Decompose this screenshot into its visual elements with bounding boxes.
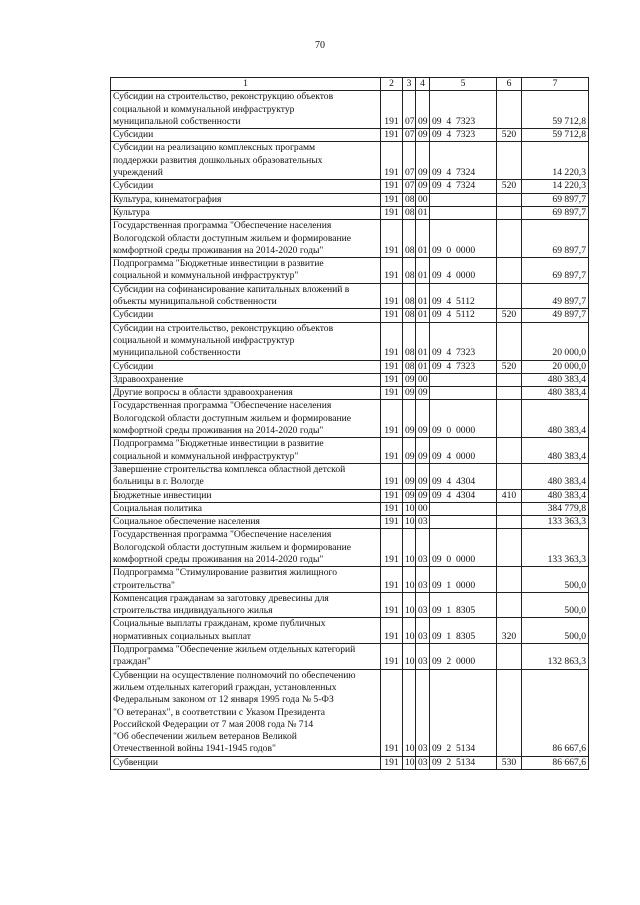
amount-cell: 86 667,6 [522, 756, 589, 769]
admin-code-cell: 191 [381, 373, 403, 386]
expense-type-cell [497, 502, 522, 515]
amount-cell: 384 779,8 [522, 502, 589, 515]
table-row [111, 529, 589, 567]
target-article-cell: 09 4 0000 [430, 258, 497, 284]
subsection-code-cell: 09 [416, 400, 430, 438]
admin-code-cell: 191 [381, 502, 403, 515]
admin-code-cell: 191 [381, 283, 403, 309]
section-code-cell: 10 [403, 529, 416, 567]
admin-code-cell: 191 [381, 669, 403, 756]
amount-cell: 59 712,8 [522, 91, 589, 129]
page-number: 70 [315, 40, 325, 51]
subsection-code-cell: 00 [416, 193, 430, 206]
row-name-cell: Бюджетные инвестиции [111, 489, 381, 502]
admin-code-cell: 191 [381, 756, 403, 769]
admin-code-cell: 191 [381, 129, 403, 142]
amount-cell: 69 897,7 [522, 193, 589, 206]
expense-type-cell [497, 283, 522, 309]
section-code-cell: 10 [403, 669, 416, 756]
target-article-cell: 09 4 7323 [430, 129, 497, 142]
admin-code-cell: 191 [381, 142, 403, 180]
table-row [111, 360, 589, 373]
amount-cell: 480 383,4 [522, 489, 589, 502]
target-article-cell: 09 0 0000 [430, 529, 497, 567]
expense-type-cell: 410 [497, 489, 522, 502]
expense-type-cell: 530 [497, 756, 522, 769]
row-name-cell: Субвенции [111, 756, 381, 769]
subsection-code-cell: 03 [416, 592, 430, 618]
row-name-cell: Государственная программа "Обеспечение населения Вологодской области доступным жильем и формирование комфортной среды проживания на 2014-2020 годы" [111, 529, 381, 567]
amount-cell: 480 383,4 [522, 438, 589, 464]
row-name-cell: Социальные выплаты гражданам, кроме публичных нормативных социальных выплат [111, 618, 381, 644]
budget-table [110, 77, 589, 770]
target-article-cell: 09 1 8305 [430, 592, 497, 618]
expense-type-cell [497, 516, 522, 529]
expense-type-cell [497, 400, 522, 438]
table-row [111, 644, 589, 670]
amount-cell: 480 383,4 [522, 463, 589, 489]
table-row [111, 283, 589, 309]
section-code-cell: 10 [403, 756, 416, 769]
admin-code-cell: 191 [381, 400, 403, 438]
row-name-cell: Компенсация гражданам за заготовку древесины для строительства индивидуального жилья [111, 592, 381, 618]
target-article-cell: 09 1 8305 [430, 618, 497, 644]
header-cell: 5 [430, 78, 497, 91]
amount-cell: 20 000,0 [522, 322, 589, 360]
row-name-cell: Субсидии на строительство, реконструкцию объектов социальной и коммунальной инфраструктур муниципальной собственности [111, 91, 381, 129]
subsection-code-cell: 00 [416, 373, 430, 386]
row-name-cell: Здравоохранение [111, 373, 381, 386]
expense-type-cell [497, 220, 522, 258]
section-code-cell: 10 [403, 644, 416, 670]
admin-code-cell: 191 [381, 387, 403, 400]
admin-code-cell: 191 [381, 644, 403, 670]
target-article-cell: 09 0 0000 [430, 400, 497, 438]
target-article-cell: 09 4 7323 [430, 91, 497, 129]
budget-table-body [111, 78, 589, 770]
section-code-cell: 10 [403, 567, 416, 593]
admin-code-cell: 191 [381, 438, 403, 464]
table-row [111, 309, 589, 322]
admin-code-cell: 191 [381, 91, 403, 129]
amount-cell: 59 712,8 [522, 129, 589, 142]
subsection-code-cell: 01 [416, 309, 430, 322]
table-row [111, 618, 589, 644]
row-name-cell: Подпрограмма "Стимулирование развития жилищного строительства" [111, 567, 381, 593]
subsection-code-cell: 09 [416, 129, 430, 142]
amount-cell: 132 863,3 [522, 644, 589, 670]
row-name-cell: Субвенции на осуществление полномочий по обеспечению жильем отдельных категорий граждан, установленных Федеральным законом от 12 января 1995 года № 5-ФЗ "О ветеранах", в соответствии с Указом Президента Российской Федерации от 7 мая 2008 года № 714 "Об обеспечении жильем ветеранов Великой Отечественной войны 1941-1945 годов" [111, 669, 381, 756]
section-code-cell: 07 [403, 129, 416, 142]
expense-type-cell [497, 322, 522, 360]
row-name-cell: Субсидии [111, 129, 381, 142]
row-name-cell: Культура [111, 206, 381, 219]
expense-type-cell [497, 206, 522, 219]
admin-code-cell: 191 [381, 193, 403, 206]
target-article-cell: 09 4 7324 [430, 142, 497, 180]
expense-type-cell [497, 592, 522, 618]
header-cell: 1 [111, 78, 381, 91]
admin-code-cell: 191 [381, 489, 403, 502]
table-row [111, 220, 589, 258]
section-code-cell: 08 [403, 360, 416, 373]
header-cell: 6 [497, 78, 522, 91]
expense-type-cell [497, 669, 522, 756]
admin-code-cell: 191 [381, 516, 403, 529]
table-row [111, 489, 589, 502]
amount-cell: 20 000,0 [522, 360, 589, 373]
admin-code-cell: 191 [381, 322, 403, 360]
expense-type-cell: 520 [497, 309, 522, 322]
subsection-code-cell: 01 [416, 258, 430, 284]
row-name-cell: Субсидии на реализацию комплексных программ поддержки развития дошкольных образовательных учреждений [111, 142, 381, 180]
section-code-cell: 08 [403, 220, 416, 258]
section-code-cell: 08 [403, 322, 416, 360]
table-row [111, 91, 589, 129]
header-cell: 3 [403, 78, 416, 91]
expense-type-cell [497, 373, 522, 386]
amount-cell: 500,0 [522, 567, 589, 593]
admin-code-cell: 191 [381, 592, 403, 618]
section-code-cell: 10 [403, 502, 416, 515]
amount-cell: 500,0 [522, 618, 589, 644]
row-name-cell: Субсидии [111, 180, 381, 193]
subsection-code-cell: 01 [416, 322, 430, 360]
amount-cell: 69 897,7 [522, 258, 589, 284]
section-code-cell: 07 [403, 91, 416, 129]
header-cell: 7 [522, 78, 589, 91]
expense-type-cell [497, 91, 522, 129]
amount-cell: 69 897,7 [522, 206, 589, 219]
row-name-cell: Культура, кинематография [111, 193, 381, 206]
section-code-cell: 07 [403, 142, 416, 180]
row-name-cell: Социальная политика [111, 502, 381, 515]
subsection-code-cell: 03 [416, 618, 430, 644]
table-header-row [111, 78, 589, 91]
section-code-cell: 09 [403, 387, 416, 400]
table-row [111, 322, 589, 360]
target-article-cell: 09 4 7324 [430, 180, 497, 193]
table-row [111, 142, 589, 180]
header-cell: 2 [381, 78, 403, 91]
table-row [111, 502, 589, 515]
subsection-code-cell: 09 [416, 91, 430, 129]
table-row [111, 438, 589, 464]
amount-cell: 14 220,3 [522, 142, 589, 180]
row-name-cell: Субсидии на софинансирование капитальных вложений в объекты муниципальной собственности [111, 283, 381, 309]
section-code-cell: 08 [403, 193, 416, 206]
subsection-code-cell: 09 [416, 180, 430, 193]
row-name-cell: Подпрограмма "Обеспечение жильем отдельных категорий граждан" [111, 644, 381, 670]
section-code-cell: 07 [403, 180, 416, 193]
row-name-cell: Подпрограмма "Бюджетные инвестиции в развитие социальной и коммунальной инфраструктур" [111, 258, 381, 284]
subsection-code-cell: 09 [416, 387, 430, 400]
target-article-cell [430, 387, 497, 400]
amount-cell: 69 897,7 [522, 220, 589, 258]
section-code-cell: 08 [403, 283, 416, 309]
target-article-cell [430, 206, 497, 219]
row-name-cell: Субсидии [111, 360, 381, 373]
target-article-cell: 09 0 0000 [430, 220, 497, 258]
table-row [111, 669, 589, 756]
subsection-code-cell: 03 [416, 756, 430, 769]
expense-type-cell [497, 644, 522, 670]
subsection-code-cell: 09 [416, 142, 430, 180]
amount-cell: 500,0 [522, 592, 589, 618]
target-article-cell: 09 4 0000 [430, 438, 497, 464]
expense-type-cell [497, 567, 522, 593]
section-code-cell: 09 [403, 373, 416, 386]
target-article-cell: 09 4 5112 [430, 283, 497, 309]
table-row [111, 258, 589, 284]
target-article-cell: 09 4 4304 [430, 463, 497, 489]
admin-code-cell: 191 [381, 463, 403, 489]
expense-type-cell [497, 529, 522, 567]
target-article-cell: 09 4 4304 [430, 489, 497, 502]
section-code-cell: 09 [403, 463, 416, 489]
table-row [111, 193, 589, 206]
target-article-cell: 09 2 5134 [430, 669, 497, 756]
subsection-code-cell: 03 [416, 516, 430, 529]
row-name-cell: Социальное обеспечение населения [111, 516, 381, 529]
amount-cell: 14 220,3 [522, 180, 589, 193]
expense-type-cell [497, 193, 522, 206]
amount-cell: 49 897,7 [522, 283, 589, 309]
section-code-cell: 10 [403, 592, 416, 618]
subsection-code-cell: 01 [416, 360, 430, 373]
expense-type-cell: 320 [497, 618, 522, 644]
admin-code-cell: 191 [381, 309, 403, 322]
target-article-cell [430, 502, 497, 515]
expense-type-cell: 520 [497, 180, 522, 193]
table-row [111, 592, 589, 618]
row-name-cell: Субсидии на строительство, реконструкцию объектов социальной и коммунальной инфраструктур муниципальной собственности [111, 322, 381, 360]
subsection-code-cell: 03 [416, 669, 430, 756]
section-code-cell: 08 [403, 206, 416, 219]
amount-cell: 480 383,4 [522, 387, 589, 400]
subsection-code-cell: 09 [416, 463, 430, 489]
table-row [111, 567, 589, 593]
admin-code-cell: 191 [381, 180, 403, 193]
subsection-code-cell: 03 [416, 644, 430, 670]
target-article-cell: 09 4 7323 [430, 322, 497, 360]
admin-code-cell: 191 [381, 258, 403, 284]
section-code-cell: 08 [403, 309, 416, 322]
table-row [111, 756, 589, 769]
subsection-code-cell: 09 [416, 438, 430, 464]
admin-code-cell: 191 [381, 529, 403, 567]
row-name-cell: Государственная программа "Обеспечение населения Вологодской области доступным жильем и формирование комфортной среды проживания на 2014-2020 годы" [111, 400, 381, 438]
subsection-code-cell: 03 [416, 529, 430, 567]
expense-type-cell [497, 463, 522, 489]
subsection-code-cell: 01 [416, 220, 430, 258]
row-name-cell: Подпрограмма "Бюджетные инвестиции в развитие социальной и коммунальной инфраструктур" [111, 438, 381, 464]
expense-type-cell [497, 438, 522, 464]
amount-cell: 133 363,3 [522, 516, 589, 529]
table-row [111, 387, 589, 400]
target-article-cell: 09 4 7323 [430, 360, 497, 373]
expense-type-cell [497, 258, 522, 284]
table-row [111, 373, 589, 386]
table-row [111, 400, 589, 438]
expense-type-cell: 520 [497, 129, 522, 142]
admin-code-cell: 191 [381, 360, 403, 373]
table-row [111, 463, 589, 489]
admin-code-cell: 191 [381, 220, 403, 258]
amount-cell: 86 667,6 [522, 669, 589, 756]
admin-code-cell: 191 [381, 567, 403, 593]
admin-code-cell: 191 [381, 206, 403, 219]
table-row [111, 516, 589, 529]
section-code-cell: 08 [403, 258, 416, 284]
target-article-cell [430, 193, 497, 206]
subsection-code-cell: 09 [416, 489, 430, 502]
section-code-cell: 09 [403, 438, 416, 464]
section-code-cell: 09 [403, 400, 416, 438]
row-name-cell: Завершение строительства комплекса областной детской больницы в г. Вологде [111, 463, 381, 489]
header-cell: 4 [416, 78, 430, 91]
target-article-cell: 09 2 0000 [430, 644, 497, 670]
target-article-cell: 09 1 0000 [430, 567, 497, 593]
target-article-cell: 09 4 5112 [430, 309, 497, 322]
row-name-cell: Субсидии [111, 309, 381, 322]
table-row [111, 180, 589, 193]
target-article-cell: 09 2 5134 [430, 756, 497, 769]
subsection-code-cell: 00 [416, 502, 430, 515]
subsection-code-cell: 03 [416, 567, 430, 593]
section-code-cell: 09 [403, 489, 416, 502]
section-code-cell: 10 [403, 516, 416, 529]
section-code-cell: 10 [403, 618, 416, 644]
table-row [111, 129, 589, 142]
table-row [111, 206, 589, 219]
row-name-cell: Другие вопросы в области здравоохранения [111, 387, 381, 400]
subsection-code-cell: 01 [416, 206, 430, 219]
amount-cell: 480 383,4 [522, 400, 589, 438]
expense-type-cell [497, 387, 522, 400]
target-article-cell [430, 373, 497, 386]
admin-code-cell: 191 [381, 618, 403, 644]
expense-type-cell: 520 [497, 360, 522, 373]
expense-type-cell [497, 142, 522, 180]
row-name-cell: Государственная программа "Обеспечение населения Вологодской области доступным жильем и формирование комфортной среды проживания на 2014-2020 годы" [111, 220, 381, 258]
subsection-code-cell: 01 [416, 283, 430, 309]
amount-cell: 133 363,3 [522, 529, 589, 567]
amount-cell: 49 897,7 [522, 309, 589, 322]
target-article-cell [430, 516, 497, 529]
amount-cell: 480 383,4 [522, 373, 589, 386]
